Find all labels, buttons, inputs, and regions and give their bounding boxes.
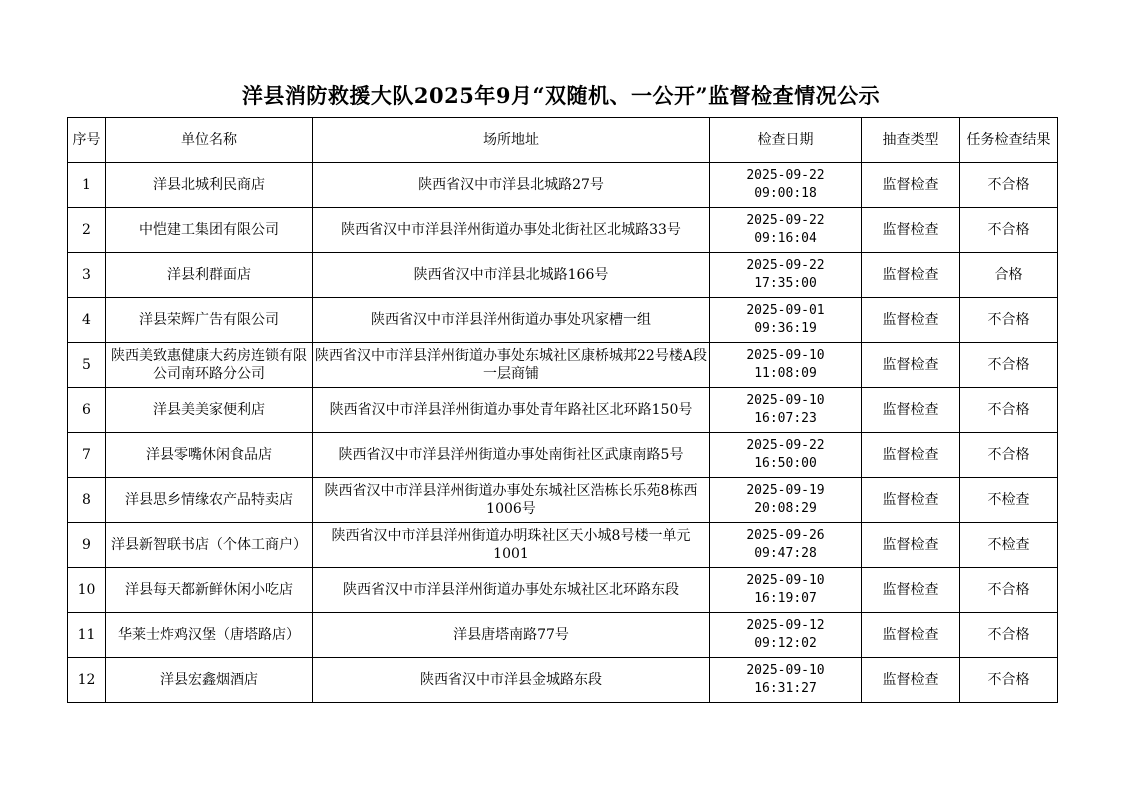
- check-date-time: 09:36:19: [754, 321, 817, 336]
- header-address: 场所地址: [313, 118, 710, 163]
- check-date-day: 2025-09-22: [746, 168, 825, 183]
- cell-unit-name: 洋县新智联书店（个体工商户）: [106, 523, 313, 568]
- cell-unit-name: 洋县荣辉广告有限公司: [106, 298, 313, 343]
- cell-check-type: 监督检查: [862, 433, 960, 478]
- cell-check-type: 监督检查: [862, 298, 960, 343]
- cell-no: 7: [68, 433, 106, 478]
- cell-unit-name: 洋县思乡情缘农产品特卖店: [106, 478, 313, 523]
- cell-unit-name: 洋县每天都新鲜休闲小吃店: [106, 568, 313, 613]
- check-date-day: 2025-09-22: [746, 213, 825, 228]
- cell-check-date: [710, 523, 862, 568]
- cell-address: 陕西省汉中市洋县洋州街道办明珠社区天小城8号楼一单元1001: [313, 523, 710, 568]
- check-date-day: 2025-09-26: [746, 528, 825, 543]
- cell-check-date: [710, 613, 862, 658]
- cell-address: 陕西省汉中市洋县洋州街道办事处巩家槽一组: [313, 298, 710, 343]
- table-row: [68, 658, 1058, 703]
- cell-result: 不合格: [960, 433, 1058, 478]
- cell-check-type: 监督检查: [862, 478, 960, 523]
- table-row: [68, 298, 1058, 343]
- cell-check-date: [710, 388, 862, 433]
- cell-check-date: [710, 298, 862, 343]
- cell-unit-name: 洋县北城利民商店: [106, 163, 313, 208]
- check-date-time: 20:08:29: [754, 501, 817, 516]
- cell-check-date: [710, 478, 862, 523]
- check-date-day: 2025-09-01: [746, 303, 825, 318]
- cell-unit-name: 洋县利群面店: [106, 253, 313, 298]
- cell-no: 5: [68, 343, 106, 388]
- check-date-time: 16:07:23: [754, 411, 817, 426]
- table-row: [68, 388, 1058, 433]
- cell-check-date: [710, 568, 862, 613]
- cell-unit-name: 陕西美致惠健康大药房连锁有限公司南环路分公司: [106, 343, 313, 388]
- cell-unit-name: 华莱士炸鸡汉堡（唐塔路店）: [106, 613, 313, 658]
- cell-unit-name: 洋县美美家便利店: [106, 388, 313, 433]
- cell-check-type: 监督检查: [862, 388, 960, 433]
- cell-no: 1: [68, 163, 106, 208]
- cell-check-date: [710, 253, 862, 298]
- cell-no: 8: [68, 478, 106, 523]
- table-header-row: [68, 118, 1058, 163]
- check-date-time: 09:16:04: [754, 231, 817, 246]
- header-no: 序号: [68, 118, 106, 163]
- cell-address: 洋县唐塔南路77号: [313, 613, 710, 658]
- cell-result: 不合格: [960, 388, 1058, 433]
- cell-address: 陕西省汉中市洋县金城路东段: [313, 658, 710, 703]
- cell-result: 合格: [960, 253, 1058, 298]
- cell-check-type: 监督检查: [862, 523, 960, 568]
- cell-address: 陕西省汉中市洋县洋州街道办事处东城社区北环路东段: [313, 568, 710, 613]
- header-result: 任务检查结果: [960, 118, 1058, 163]
- cell-result: 不合格: [960, 208, 1058, 253]
- check-date-day: 2025-09-22: [746, 258, 825, 273]
- cell-no: 6: [68, 388, 106, 433]
- check-date-day: 2025-09-10: [746, 663, 825, 678]
- cell-no: 4: [68, 298, 106, 343]
- check-date-time: 11:08:09: [754, 366, 817, 381]
- cell-check-date: [710, 163, 862, 208]
- check-date-day: 2025-09-19: [746, 483, 825, 498]
- cell-unit-name: 洋县零嘴休闲食品店: [106, 433, 313, 478]
- check-date-day: 2025-09-22: [746, 438, 825, 453]
- cell-check-type: 监督检查: [862, 568, 960, 613]
- cell-check-type: 监督检查: [862, 253, 960, 298]
- table-row: [68, 343, 1058, 388]
- cell-address: 陕西省汉中市洋县洋州街道办事处北街社区北城路33号: [313, 208, 710, 253]
- cell-check-type: 监督检查: [862, 343, 960, 388]
- cell-result: 不合格: [960, 568, 1058, 613]
- cell-address: 陕西省汉中市洋县北城路27号: [313, 163, 710, 208]
- cell-result: 不合格: [960, 298, 1058, 343]
- table-row: [68, 613, 1058, 658]
- header-check-type: 抽查类型: [862, 118, 960, 163]
- cell-no: 12: [68, 658, 106, 703]
- table-row: [68, 163, 1058, 208]
- check-date-day: 2025-09-10: [746, 573, 825, 588]
- header-unit-name: 单位名称: [106, 118, 313, 163]
- check-date-time: 09:47:28: [754, 546, 817, 561]
- check-date-day: 2025-09-10: [746, 348, 825, 363]
- cell-address: 陕西省汉中市洋县洋州街道办事处东城社区康桥城邦22号楼A段一层商铺: [313, 343, 710, 388]
- cell-result: 不合格: [960, 613, 1058, 658]
- cell-address: 陕西省汉中市洋县洋州街道办事处南街社区武康南路5号: [313, 433, 710, 478]
- cell-no: 11: [68, 613, 106, 658]
- table-row: [68, 523, 1058, 568]
- cell-unit-name: 洋县宏鑫烟酒店: [106, 658, 313, 703]
- cell-no: 9: [68, 523, 106, 568]
- check-date-day: 2025-09-10: [746, 393, 825, 408]
- page-title: 洋县消防救援大队2025年9月“双随机、一公开”监督检查情况公示: [241, 83, 881, 108]
- cell-no: 10: [68, 568, 106, 613]
- cell-check-type: 监督检查: [862, 163, 960, 208]
- cell-address: 陕西省汉中市洋县洋州街道办事处青年路社区北环路150号: [313, 388, 710, 433]
- cell-result: 不合格: [960, 163, 1058, 208]
- cell-check-date: [710, 343, 862, 388]
- inspection-table: [67, 117, 1058, 703]
- cell-result: 不合格: [960, 343, 1058, 388]
- check-date-day: 2025-09-12: [746, 618, 825, 633]
- cell-address: 陕西省汉中市洋县洋州街道办事处东城社区浩栋长乐苑8栋西1006号: [313, 478, 710, 523]
- cell-check-date: [710, 208, 862, 253]
- table-row: [68, 208, 1058, 253]
- cell-check-type: 监督检查: [862, 613, 960, 658]
- check-date-time: 16:50:00: [754, 456, 817, 471]
- check-date-time: 09:12:02: [754, 636, 817, 651]
- table-row: [68, 433, 1058, 478]
- check-date-time: 09:00:18: [754, 186, 817, 201]
- header-check-date: 检查日期: [710, 118, 862, 163]
- check-date-time: 17:35:00: [754, 276, 817, 291]
- check-date-time: 16:19:07: [754, 591, 817, 606]
- cell-no: 3: [68, 253, 106, 298]
- cell-check-date: [710, 658, 862, 703]
- cell-check-date: [710, 433, 862, 478]
- cell-unit-name: 中恺建工集团有限公司: [106, 208, 313, 253]
- cell-result: 不检查: [960, 523, 1058, 568]
- table-row: [68, 478, 1058, 523]
- cell-result: 不检查: [960, 478, 1058, 523]
- cell-result: 不合格: [960, 658, 1058, 703]
- cell-check-type: 监督检查: [862, 208, 960, 253]
- cell-check-type: 监督检查: [862, 658, 960, 703]
- check-date-time: 16:31:27: [754, 681, 817, 696]
- table-row: [68, 568, 1058, 613]
- table-row: [68, 253, 1058, 298]
- cell-address: 陕西省汉中市洋县北城路166号: [313, 253, 710, 298]
- cell-no: 2: [68, 208, 106, 253]
